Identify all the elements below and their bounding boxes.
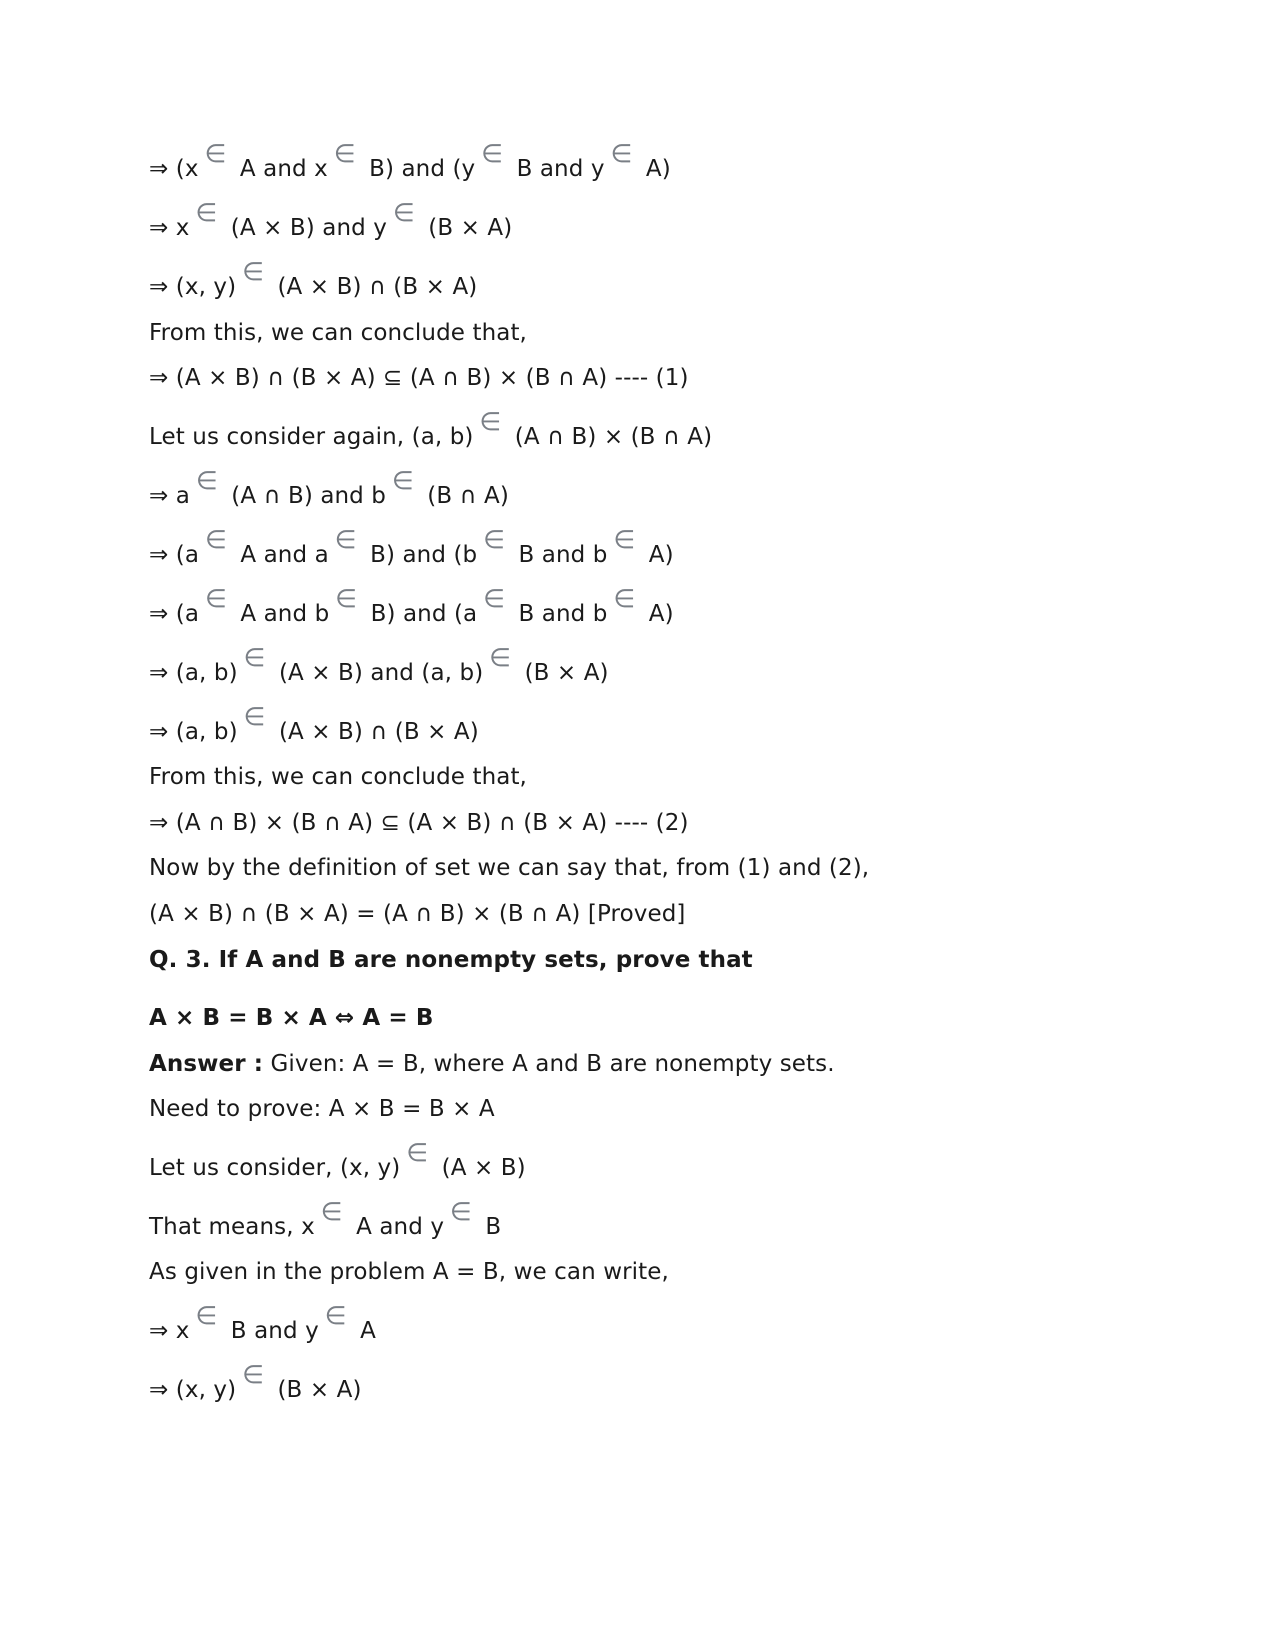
proof-line [149,1003,434,1033]
element-of-symbol: ∈ [334,525,357,554]
element-of-symbol: ∈ [195,198,218,227]
line-segment: B) and (b [362,542,478,568]
proof-line [149,525,674,570]
element-of-symbol: ∈ [335,584,358,613]
line-segment: ⇒ x [149,1318,190,1344]
line-segment: ⇒ (x, y) [149,274,237,300]
line-segment: (A ∩ B) × (B ∩ A) [507,424,713,450]
proof-line [149,1301,376,1346]
line-text: ⇒ (A × B) ∩ (B × A) ⊆ (A ∩ B) × (B ∩ A) ---- (1) [149,365,689,391]
line-segment: ⇒ (a, b) [149,719,238,745]
element-of-symbol: ∈ [333,139,356,168]
element-of-symbol: ∈ [483,584,506,613]
element-of-symbol: ∈ [205,525,227,554]
line-segment: (B × A) [517,660,609,686]
proof-line [149,1197,502,1242]
element-of-symbol: ∈ [195,466,218,495]
line-segment: B and b [511,601,608,627]
line-segment: A and b [232,601,330,627]
proof-line [149,762,527,792]
line-segment: A) [641,542,674,568]
element-of-symbol: ∈ [392,198,415,227]
element-of-symbol: ∈ [242,257,265,286]
line-segment: ⇒ (a [149,542,200,568]
line-segment: Let us consider, (x, y) [149,1155,401,1181]
element-of-symbol: ∈ [392,466,414,495]
proof-line [149,1094,495,1124]
line-segment: A and a [232,542,329,568]
proof-line [149,643,609,688]
line-segment: ⇒ (a, b) [149,660,238,686]
proof-line [149,139,671,184]
line-segment: A and x [232,156,328,182]
element-of-symbol: ∈ [613,584,636,613]
line-segment: B) and (y [361,156,476,182]
proof-line [149,945,753,975]
line-text: Now by the definition of set we can say that, from (1) and (2), [149,855,870,881]
line-segment: ⇒ (a [149,601,200,627]
line-text: ⇒ (A ∩ B) × (B ∩ A) ⊆ (A × B) ∩ (B × A) ---- (2) [149,810,689,836]
line-segment: ⇒ (x, y) [149,1377,237,1403]
line-segment: ⇒ a [149,483,190,509]
proof-line [149,363,689,393]
line-text: (A × B) ∩ (B × A) = (A ∩ B) × (B ∩ A) [Proved] [149,901,686,927]
proof-line [149,584,674,629]
line-segment: (A × B) ∩ (B × A) [270,274,478,300]
line-segment: B and b [511,542,608,568]
element-of-symbol: ∈ [324,1301,347,1330]
element-of-symbol: ∈ [483,525,506,554]
question-heading: A × B = B × A ⇔ A = B [149,1005,434,1031]
line-text: From this, we can conclude that, [149,764,527,790]
element-of-symbol: ∈ [406,1138,429,1167]
line-text: Need to prove: A × B = B × A [149,1096,495,1122]
line-segment: ⇒ x [149,215,190,241]
line-segment: B) and (a [363,601,478,627]
element-of-symbol: ∈ [242,1360,265,1389]
proof-line [149,853,869,883]
proof-line [149,899,686,929]
element-of-symbol: ∈ [481,139,504,168]
line-segment: Let us consider again, (a, b) [149,424,474,450]
line-segment: (A × B) and y [223,215,387,241]
element-of-symbol: ∈ [320,1197,343,1226]
line-segment: That means, x [149,1214,315,1240]
proof-line [149,1257,669,1287]
element-of-symbol: ∈ [479,407,502,436]
line-segment: B and y [223,1318,319,1344]
element-of-symbol: ∈ [243,702,266,731]
proof-line [149,702,479,747]
line-segment: A and y [348,1214,445,1240]
line-segment: B and y [509,156,605,182]
element-of-symbol: ∈ [610,139,633,168]
element-of-symbol: ∈ [489,643,512,672]
line-text: From this, we can conclude that, [149,320,527,346]
element-of-symbol: ∈ [195,1301,218,1330]
element-of-symbol: ∈ [204,139,227,168]
element-of-symbol: ∈ [450,1197,472,1226]
line-segment: B [477,1214,502,1240]
question-heading: Q. 3. If A and B are nonempty sets, prove that [149,947,753,973]
answer-text: Given: A = B, where A and B are nonempty sets. [263,1051,835,1077]
line-segment: A [352,1318,376,1344]
element-of-symbol: ∈ [613,525,636,554]
line-segment: A) [638,156,671,182]
line-segment: (A ∩ B) and b [223,483,386,509]
proof-line [149,407,713,452]
proof-line [149,1360,362,1405]
proof-line [149,198,513,243]
proof-line [149,318,527,348]
line-segment: (B × A) [420,215,513,241]
proof-line [149,1049,835,1079]
line-text: As given in the problem A = B, we can write, [149,1259,669,1285]
proof-line [149,466,509,511]
proof-line [149,257,478,302]
line-segment: (B × A) [270,1377,362,1403]
line-segment: (A × B) [434,1155,526,1181]
answer-label: Answer : [149,1051,264,1077]
line-segment: (A × B) ∩ (B × A) [271,719,479,745]
proof-line [149,808,689,838]
line-segment: (B ∩ A) [419,483,509,509]
element-of-symbol: ∈ [243,643,266,672]
line-segment: ⇒ (x [149,156,199,182]
line-segment: (A × B) and (a, b) [271,660,484,686]
proof-line [149,1138,526,1183]
element-of-symbol: ∈ [205,584,227,613]
line-segment: A) [641,601,674,627]
